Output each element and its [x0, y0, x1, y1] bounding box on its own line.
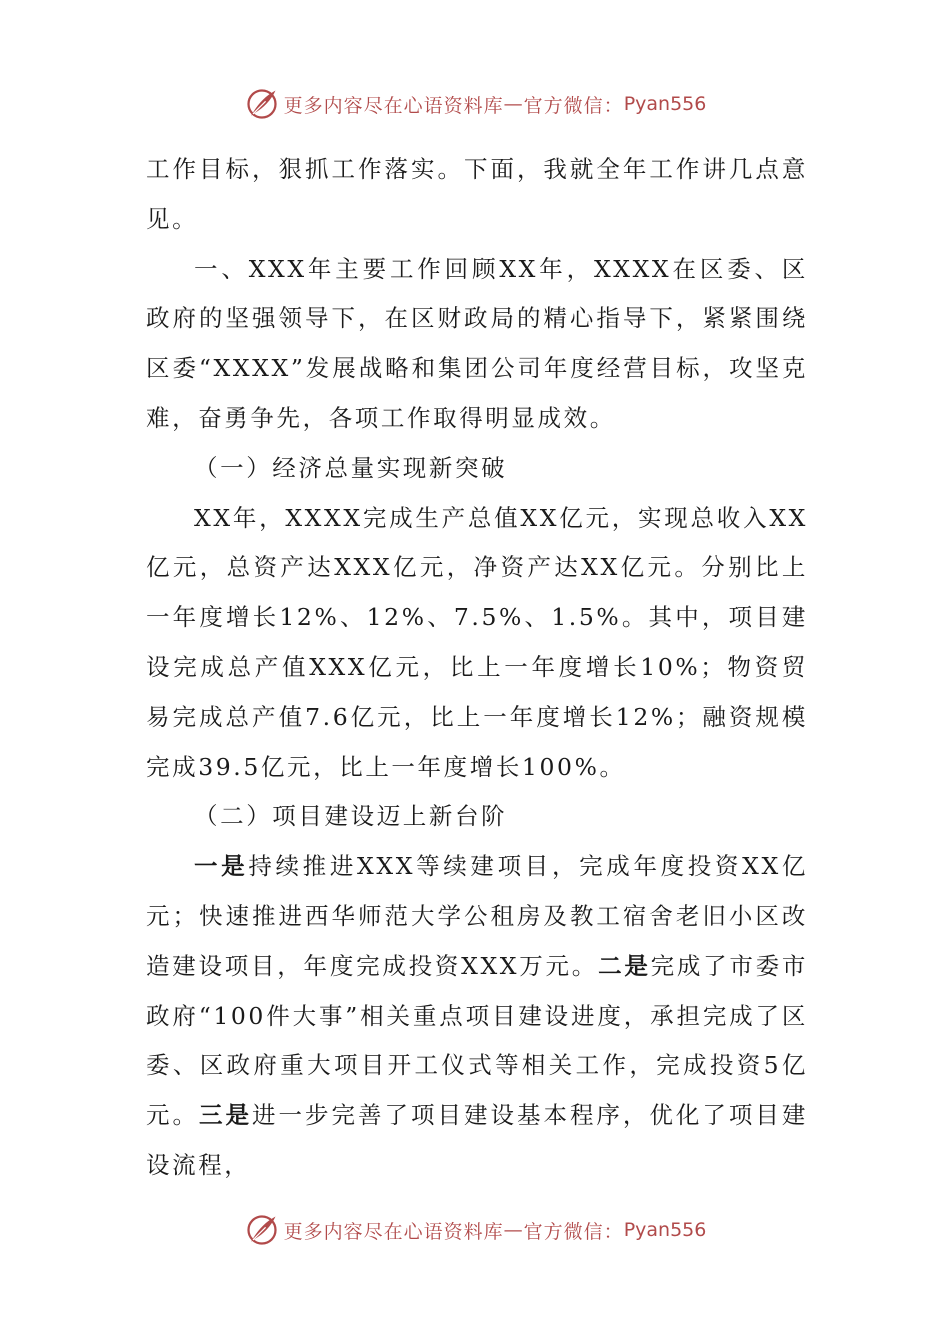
watermark-handle: Pyan556 [623, 93, 707, 115]
watermark-suffix: 官方微信： [523, 94, 624, 117]
paragraph-intro: 工作目标，狠抓工作落实。下面，我就全年工作讲几点意见。 [146, 155, 808, 233]
watermark-handle: Pyan556 [623, 1219, 707, 1241]
watermark-suffix: 官方微信： [523, 1220, 624, 1243]
watermark-banner-bottom [0, 1208, 950, 1252]
bold-marker-3: 三是 [199, 1101, 252, 1130]
watermark-text: 更多内容尽在心语资料库 [283, 1220, 504, 1243]
paragraph-economy: XX年，XXXX完成生产总值XX亿元，实现总收入XX亿元，总资产达XXX亿元，净资产达XX亿元。分别比上一年度增长12%、12%、7.5%、1.5%。其中，项目建设完成总产值XXX亿元，比上一年度增长10%；物资贸易完成总产值7.6亿元，比上一年度增长12%；融资规模完成39.5亿元，比上一年度增长100%。 [146, 503, 808, 781]
paragraph-review: 一、XXX年主要工作回顾XX年，XXXX在区委、区政府的坚强领导下，在区财政局的精心指导下，紧紧围绕区委“XXXX”发展战略和集团公司年度经营目标，攻坚克难，奋勇争先，各项工作取得明显成效。 [146, 254, 808, 432]
heading-economy: （一）经济总量实现新突破 [194, 453, 508, 482]
watermark-dash: — [503, 93, 524, 115]
projects-text-2: 完成了市委市政府“100件大事”相关重点项目建设进度，承担完成了区委、区政府重大项目开工仪式等相关工作，完成投资5亿元。 [146, 951, 808, 1130]
projects-text-3: 进一步完善了项目建设基本程序，优化了项目建设流程， [146, 1101, 809, 1179]
heading-projects: （二）项目建设迈上新台阶 [194, 802, 508, 831]
projects-text-1: 持续推进XXX等续建项目，完成年度投资XX亿元；快速推进西华师范大学公租房及教工宿舍老旧小区改造建设项目，年度完成投资XXX万元。 [146, 852, 808, 980]
bold-marker-2: 二是 [598, 951, 651, 980]
watermark-text: 更多内容尽在心语资料库 [283, 94, 504, 117]
watermark-dash: — [503, 1219, 524, 1241]
pen-feather-logo-icon [244, 1212, 280, 1248]
bold-marker-1: 一是 [194, 852, 249, 881]
document-body [146, 145, 808, 1191]
watermark-banner-top [0, 82, 950, 126]
paragraph-projects [146, 842, 808, 1191]
pen-feather-logo-icon [244, 86, 280, 122]
